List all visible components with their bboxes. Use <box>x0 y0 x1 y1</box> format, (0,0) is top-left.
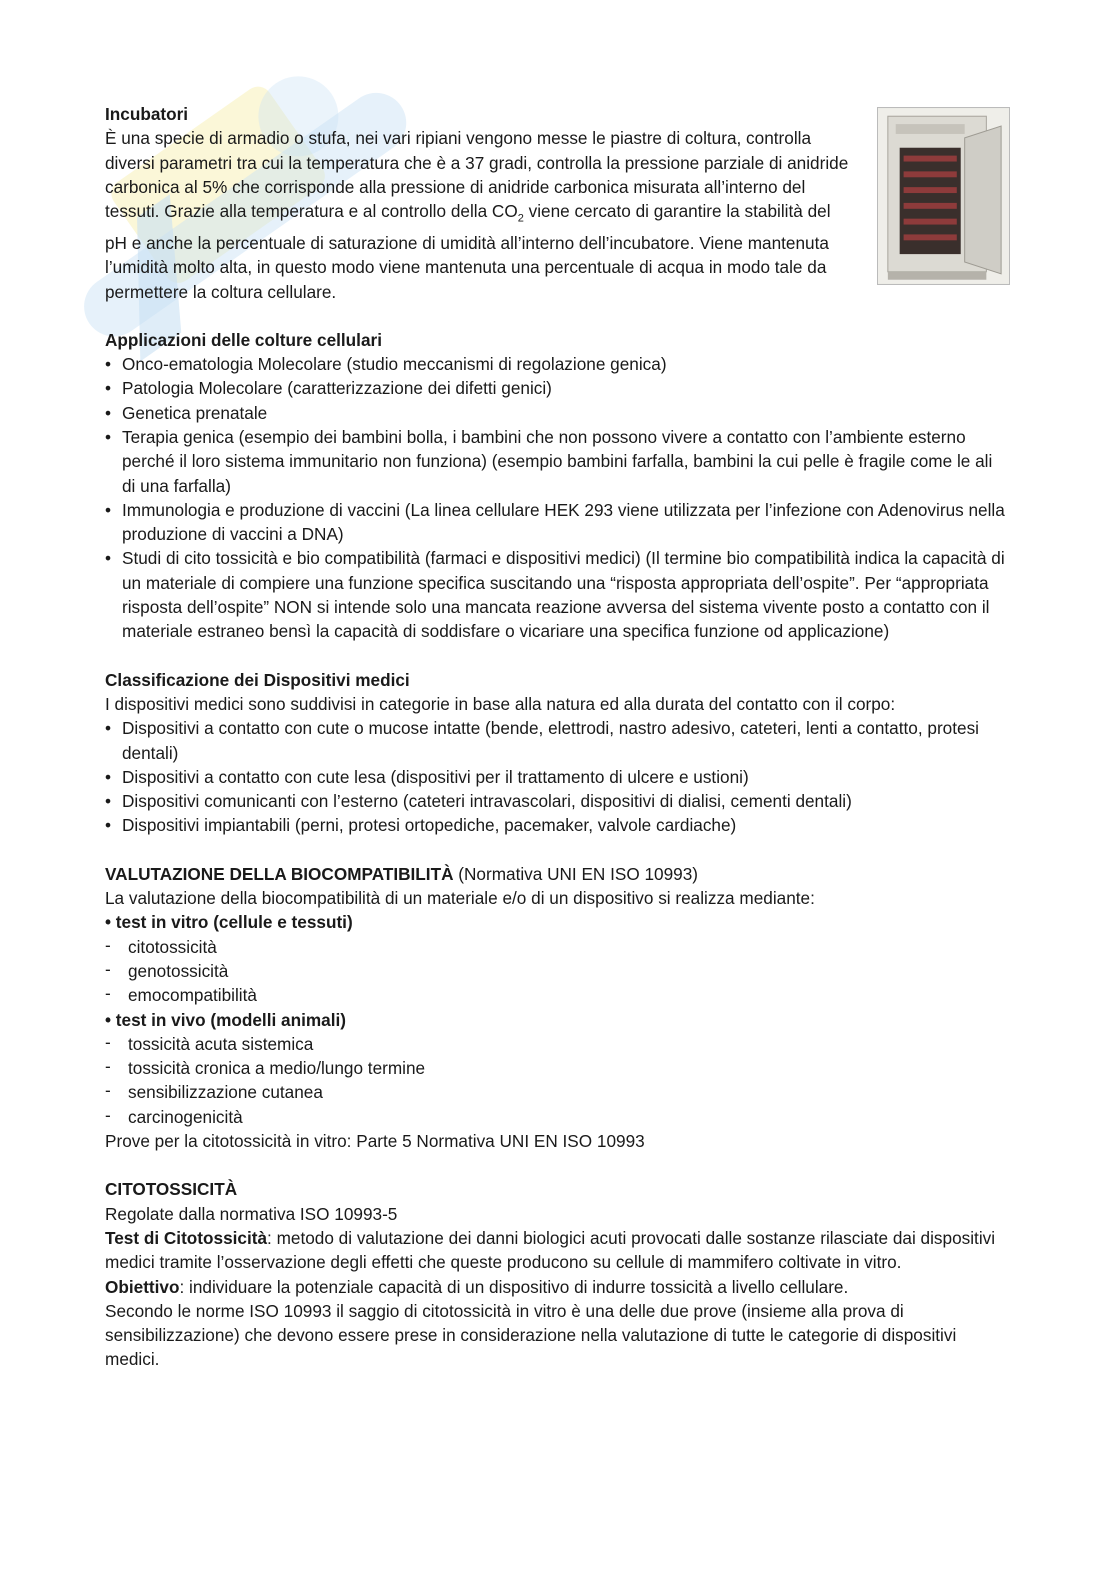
applicazioni-section <box>105 328 1010 644</box>
test-label: Test di Citotossicità <box>105 1227 268 1248</box>
valutazione-heading <box>105 862 1010 886</box>
incubator-photo <box>877 107 1010 285</box>
list-item: - carcinogenicità <box>105 1105 1010 1129</box>
in-vivo-label: • test in vivo (modelli animali) <box>105 1008 1010 1032</box>
incubatori-text-1: È una specie di armadio o stufa, nei vari ripiani vengono messe le piastre di coltura, controlla diversi parametri tra cui la temperatura che è a 37 gradi, controlla la pressione parziale di anidride carbonica al 5% che corrisponde alla pressione di anidride carbonica misurata all’interno del tessuti. Grazie alla temperatura e al controllo della CO <box>105 128 849 222</box>
incubatori-paragraph <box>105 126 850 304</box>
list-item: • Genetica prenatale <box>105 401 1010 425</box>
list-item: - citotossicità <box>105 935 1010 959</box>
list-item: - emocompatibilità <box>105 983 1010 1007</box>
citotossicita-regulated: Regolate dalla normativa ISO 10993-5 <box>105 1203 398 1224</box>
valutazione-title-suffix: (Normativa UNI EN ISO 10993) <box>453 863 699 884</box>
list-item: - tossicità acuta sistemica <box>105 1032 1010 1056</box>
classificazione-heading: Classificazione dei Dispositivi medici <box>105 669 410 690</box>
classificazione-intro: I dispositivi medici sono suddivisi in categorie in base alla natura ed alla durata del contatto con il corpo: <box>105 693 896 714</box>
citotossicita-section <box>105 1177 1010 1371</box>
test-citotossicita-paragraph <box>105 1226 1010 1275</box>
citotossicita-closing: Secondo le norme ISO 10993 il saggio di citotossicità in vitro è una delle due prove (insieme alla prova di sensibilizzazione) che devono essere prese in considerazione nella valutazione di tutte le categorie di dispositivi medici. <box>105 1300 957 1370</box>
valutazione-footer: Prove per la citotossicità in vitro: Parte 5 Normativa UNI EN ISO 10993 <box>105 1131 645 1152</box>
obiettivo-paragraph <box>105 1275 1010 1299</box>
list-item: • Dispositivi a contatto con cute lesa (dispositivi per il trattamento di ulcere e ustioni) <box>105 765 1010 789</box>
in-vivo-list <box>105 1032 1010 1129</box>
incubatori-section <box>105 102 1010 304</box>
citotossicita-heading: CITOTOSSICITÀ <box>105 1179 238 1200</box>
list-item: - sensibilizzazione cutanea <box>105 1080 1010 1104</box>
classificazione-section <box>105 668 1010 838</box>
in-vitro-label: • test in vitro (cellule e tessuti) <box>105 910 1010 934</box>
valutazione-title: VALUTAZIONE DELLA BIOCOMPATIBILITÀ <box>105 863 454 884</box>
list-item: • Patologia Molecolare (caratterizzazione dei difetti genici) <box>105 376 1010 400</box>
list-item: • Studi di cito tossicità e bio compatibilità (farmaci e dispositivi medici) (Il termine bio compatibilità indica la capacità di un materiale di compiere una funzione specifica suscitando una “risposta appropriata dell’ospite”. Per “appropriata risposta dell’ospite” NON si intende solo una mancata reazione avversa del sistema vivente posto a contatto con il materiale estraneo bensì la capacità di soddisfare o vicariare una specifica funzione od applicazione) <box>105 546 1010 643</box>
list-item: • Dispositivi comunicanti con l’esterno (cateteri intravascolari, dispositivi di dialisi, cementi dentali) <box>105 789 1010 813</box>
obiettivo-label: Obiettivo <box>105 1276 180 1297</box>
incubatori-text-2: viene cercato di garantire la stabilità del pH e anche la percentuale di saturazione di umidità all’interno dell’incubatore. Viene mantenuta l’umidità molto alta, in questo modo viene mantenuta una percentuale di acqua in modo tale da permettere la coltura cellulare. <box>105 201 831 302</box>
applicazioni-heading: Applicazioni delle colture cellulari <box>105 329 382 350</box>
applicazioni-list <box>105 352 1010 644</box>
list-item: - genotossicità <box>105 959 1010 983</box>
list-item: • Onco-ematologia Molecolare (studio meccanismi di regolazione genica) <box>105 352 1010 376</box>
list-item: • Dispositivi impiantabili (perni, protesi ortopediche, pacemaker, valvole cardiache) <box>105 813 1010 837</box>
incubatori-heading: Incubatori <box>105 104 189 124</box>
co2-subscript: 2 <box>517 212 524 225</box>
list-item: • Immunologia e produzione di vaccini (La linea cellulare HEK 293 viene utilizzata per l’infezione con Adenovirus nella produzione di vaccini a DNA) <box>105 498 1010 547</box>
valutazione-section <box>105 862 1010 1154</box>
valutazione-intro: La valutazione della biocompatibilità di un materiale e/o di un dispositivo si realizza mediante: <box>105 888 815 909</box>
list-item: • Dispositivi a contatto con cute o mucose intatte (bende, elettrodi, nastro adesivo, cateteri, lenti a contatto, protesi dentali) <box>105 716 1010 765</box>
classificazione-list <box>105 716 1010 837</box>
document-page <box>105 102 1010 1372</box>
list-item: - tossicità cronica a medio/lungo termine <box>105 1056 1010 1080</box>
list-item: • Terapia genica (esempio dei bambini bolla, i bambini che non possono vivere a contatto con l’ambiente esterno perché il loro sistema immunitario non funziona) (esempio bambini farfalla, bambini la cui pelle è fragile come le ali di una farfalla) <box>105 425 1010 498</box>
obiettivo-text: : individuare la potenziale capacità di un dispositivo di indurre tossicità a livello cellulare. <box>179 1276 849 1297</box>
test-text: : metodo di valutazione dei danni biologici acuti provocati dalle sostanze rilasciate dai dispositivi medici tramite l’osservazione degli effetti che queste producono su cellule di mammifero coltivate in vitro. <box>105 1227 996 1273</box>
in-vitro-list <box>105 935 1010 1008</box>
